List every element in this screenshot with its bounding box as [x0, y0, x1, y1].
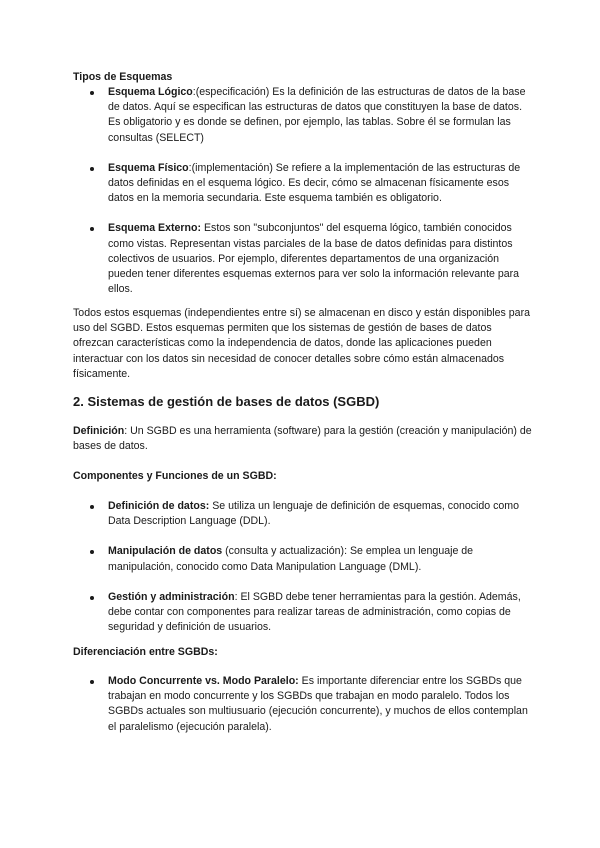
definition-text: : Un SGBD es una herramienta (software) para la gestión (creación y manipulación) de bases de datos.: [73, 425, 532, 453]
list-item-modo-concurrente-paralelo: [73, 674, 533, 735]
term-esquema-fisico: Esquema Físico: [108, 161, 189, 174]
text-esquema-fisico: :(implementación) Se refiere a la implementación de las estructuras de datos definidas en el esquema lógico. Es decir, cómo se almacenan físicamente esos datos en la memoria secundaria. Este esquema también es obligatorio.: [108, 161, 521, 205]
text-manipulacion-datos: (consulta y actualización): Se emplea un lenguaje de manipulación, conocido como Data Manipulation Language (DML).: [108, 545, 474, 573]
text-esquema-externo: Estos son "subconjuntos" del esquema lógico, también conocidos como vistas. Representan vistas parciales de la base de datos definidas para distintos colectivos de usuarios. Por ejemplo, diferentes departamentos de una organización pueden tener diferentes esquemas externos para ver solo la información relevante para ellos.: [108, 222, 520, 296]
definition-paragraph: [73, 424, 533, 454]
term-modo-concurrente-paralelo: Modo Concurrente vs. Modo Paralelo:: [108, 675, 299, 687]
list-item-definicion-datos: [73, 499, 533, 529]
differentiation-heading: Diferenciación entre SGBDs:: [73, 646, 218, 658]
term-gestion-administracion: Gestión y administración: [108, 590, 235, 603]
section-heading-sgbd: 2. Sistemas de gestión de bases de datos (SGBD): [73, 394, 380, 409]
list-item-esquema-externo: [73, 221, 533, 297]
list-item-esquema-fisico: [73, 161, 533, 207]
term-esquema-logico: Esquema Lógico: [108, 86, 193, 98]
list-item-esquema-logico: [73, 85, 533, 146]
schema-types-list: [73, 85, 533, 297]
schema-types-list-wrapper: [73, 85, 533, 297]
schemas-summary-paragraph: Todos estos esquemas (independientes entre sí) se almacenan en disco y están disponibles para uso del SGBD. Estos esquemas permiten que los sistemas de gestión de bases de datos ofrezcan características como la independencia de datos, donde las aplicaciones pueden interactuar con los datos sin necesidad de conocer detalles sobre cómo están almacenados físicamente.: [73, 307, 530, 380]
list-item-gestion-administracion: [73, 590, 533, 636]
components-heading: Componentes y Funciones de un SGBD:: [73, 470, 277, 482]
components-list-wrapper: [73, 499, 533, 635]
differentiation-list-wrapper: [73, 674, 533, 735]
term-definicion-datos: Definición de datos:: [108, 500, 210, 512]
term-esquema-externo: Esquema Externo:: [108, 222, 202, 235]
text-esquema-logico: :(especificación) Es la definición de las estructuras de datos de la base de datos. Aquí se especifican las estructuras de datos que constituyen la base de datos. Es obligatorio y es donde se definen, por ejemplo, las tablas. Sobre él se formulan las consultas (SELECT): [108, 86, 526, 144]
term-manipulacion-datos: Manipulación de datos: [108, 545, 223, 558]
differentiation-list: [73, 674, 533, 735]
components-list: [73, 499, 533, 635]
text-gestion-administracion: : El SGBD debe tener herramientas para la gestión. Además, debe contar con componentes para realizar tareas de administración, como copias de seguridad y definición de usuarios.: [108, 590, 521, 634]
definition-term: Definición: [73, 425, 125, 437]
section-heading-tipos-esquemas: Tipos de Esquemas: [73, 71, 173, 83]
text-modo-concurrente-paralelo: Es importante diferenciar entre los SGBDs que trabajan en modo concurrente y los SGBDs que trabajan en modo paralelo. Todos los SGBDs actuales son multiusuario (ejecución concurrente), y muchos de ellos contemplan el paralelismo (ejecución paralela).: [108, 675, 528, 733]
list-item-manipulacion-datos: [73, 544, 533, 574]
text-definicion-datos: Se utiliza un lenguaje de definición de esquemas, conocido como Data Description Language (DDL).: [108, 500, 520, 528]
